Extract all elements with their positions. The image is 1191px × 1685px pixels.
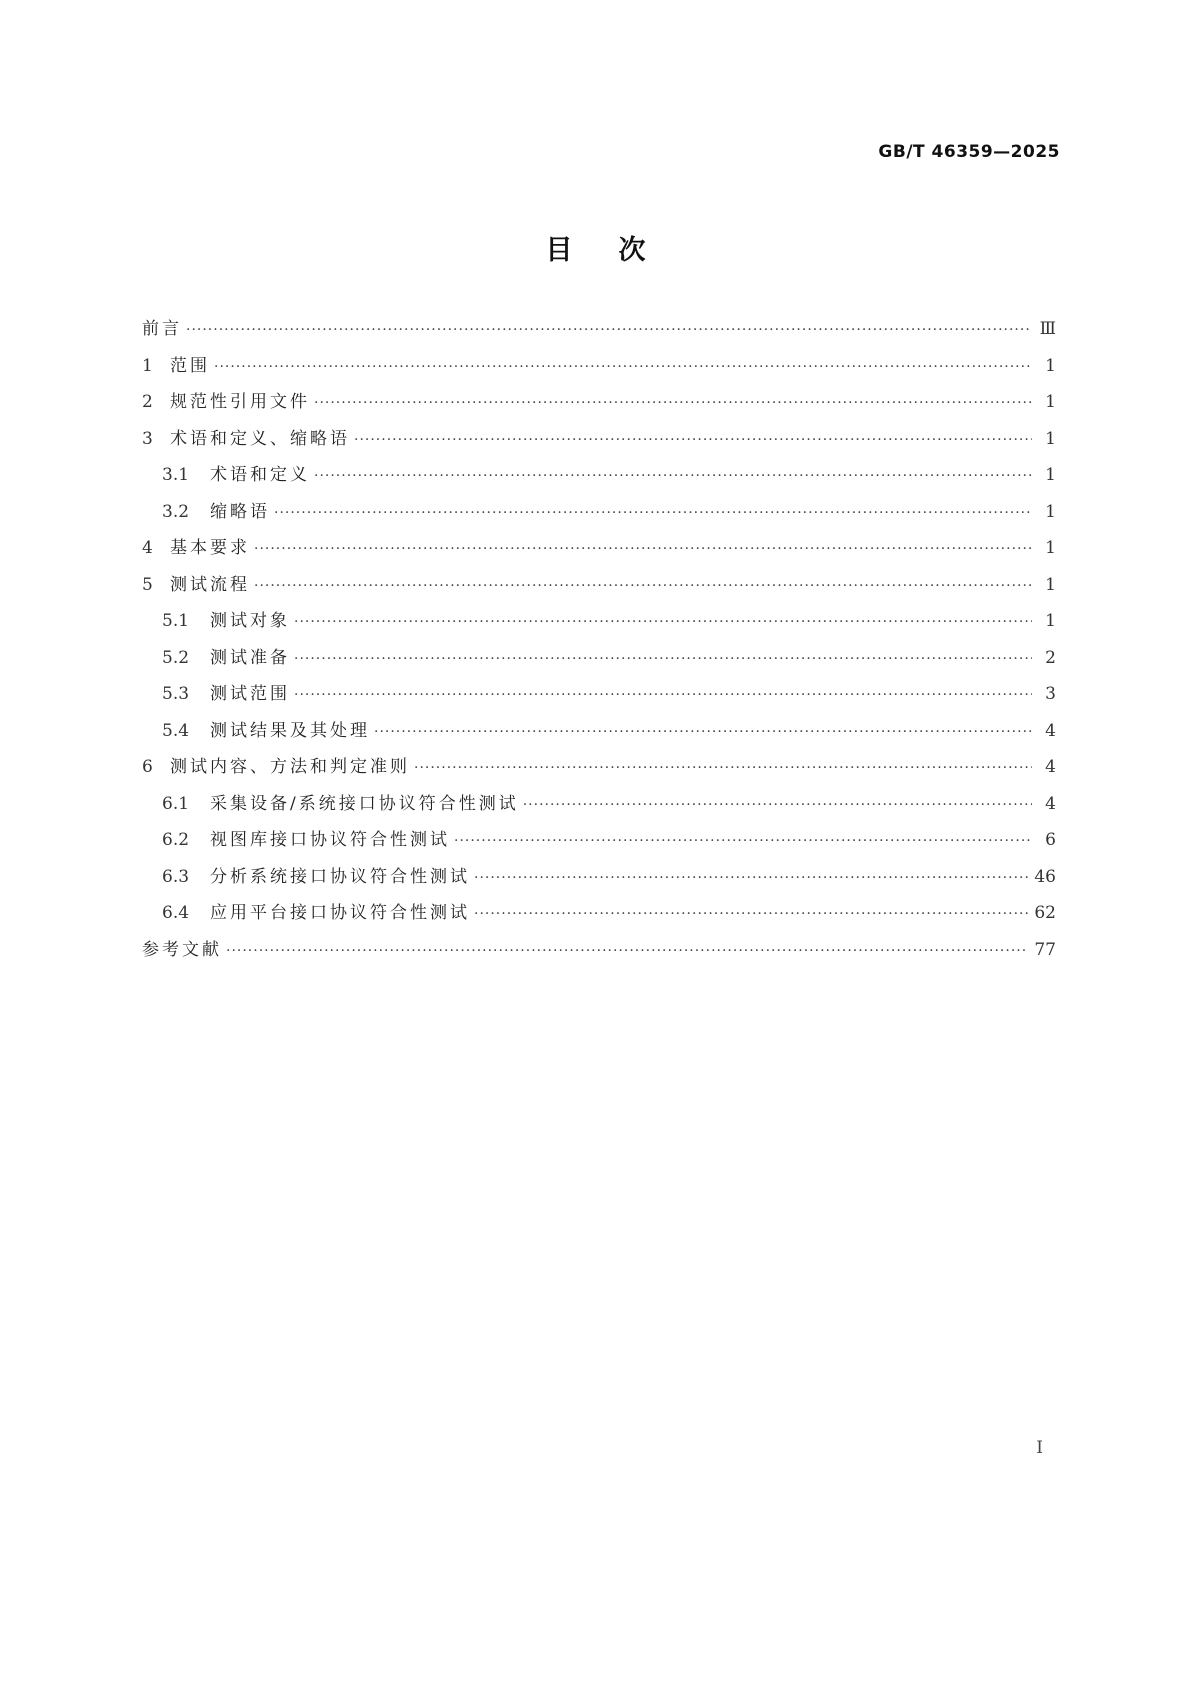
toc-entry-page: 1 bbox=[1045, 428, 1056, 449]
toc-entry-6-1[interactable] bbox=[142, 792, 1056, 829]
toc-entry-5-2[interactable] bbox=[142, 646, 1056, 683]
toc-entry-number: 5.4 bbox=[162, 720, 190, 741]
toc-entry-page: 1 bbox=[1045, 574, 1056, 595]
toc-entry-4[interactable] bbox=[142, 536, 1056, 573]
toc-entry-text: 参考文献 bbox=[142, 939, 222, 960]
toc-entry-references[interactable] bbox=[142, 938, 1056, 975]
toc-entry-5-3[interactable] bbox=[142, 682, 1056, 719]
toc-entry-text: 测试结果及其处理 bbox=[210, 720, 370, 741]
toc-entry-number: 1 bbox=[142, 355, 153, 376]
toc-entry-text: 分析系统接口协议符合性测试 bbox=[210, 866, 470, 887]
toc-entry-number: 6.4 bbox=[162, 903, 190, 923]
toc-entry-5-1[interactable] bbox=[142, 609, 1056, 646]
toc-leader-dots bbox=[523, 793, 1032, 817]
toc-leader-dots bbox=[414, 756, 1032, 780]
toc-entry-page: 6 bbox=[1045, 830, 1056, 850]
toc-entry-text: 范围 bbox=[170, 355, 210, 376]
toc-entry-number: 3 bbox=[142, 428, 153, 449]
toc-entry-text: 测试内容、方法和判定准则 bbox=[170, 757, 410, 777]
toc-entry-number: 5 bbox=[142, 574, 153, 595]
toc-entry-page: Ⅲ bbox=[1039, 319, 1056, 339]
toc-entry-page: 1 bbox=[1045, 501, 1056, 522]
toc-entry-text: 前言 bbox=[142, 319, 182, 339]
toc-entry-page: 3 bbox=[1045, 684, 1056, 704]
toc-entry-number: 4 bbox=[142, 538, 153, 558]
toc-entry-number: 6.1 bbox=[162, 793, 190, 814]
toc-title: 目次 bbox=[545, 235, 692, 266]
toc-entry-text: 基本要求 bbox=[170, 538, 250, 558]
toc-entry-text: 术语和定义、缩略语 bbox=[170, 428, 350, 449]
toc-leader-dots bbox=[294, 683, 1032, 707]
toc-leader-dots bbox=[214, 355, 1032, 379]
toc-entry-6[interactable] bbox=[142, 755, 1056, 792]
toc-leader-dots bbox=[314, 391, 1032, 415]
toc-entry-3[interactable] bbox=[142, 427, 1056, 464]
toc-entry-6-2[interactable] bbox=[142, 828, 1056, 865]
toc-entry-text: 测试范围 bbox=[210, 684, 290, 704]
toc-entry-page: 1 bbox=[1045, 538, 1056, 558]
toc-entry-1[interactable] bbox=[142, 354, 1056, 391]
toc-entry-page: 46 bbox=[1034, 866, 1056, 887]
toc-entry-page: 77 bbox=[1034, 939, 1056, 960]
toc-entry-6-4[interactable] bbox=[142, 901, 1056, 938]
toc-entry-text: 术语和定义 bbox=[210, 465, 310, 485]
toc-leader-dots bbox=[226, 939, 1028, 963]
toc-entry-page: 1 bbox=[1045, 465, 1056, 485]
table-of-contents bbox=[142, 317, 1056, 974]
toc-leader-dots bbox=[314, 464, 1032, 488]
toc-leader-dots bbox=[294, 647, 1032, 671]
toc-entry-number: 5.1 bbox=[162, 611, 190, 631]
toc-leader-dots bbox=[186, 318, 1032, 342]
toc-leader-dots bbox=[354, 428, 1032, 452]
toc-entry-page: 1 bbox=[1045, 355, 1056, 376]
toc-leader-dots bbox=[274, 501, 1032, 525]
toc-leader-dots bbox=[474, 902, 1028, 926]
toc-entry-number: 3.2 bbox=[162, 501, 190, 522]
toc-leader-dots bbox=[254, 537, 1032, 561]
toc-entry-number: 2 bbox=[142, 392, 153, 412]
toc-entry-text: 视图库接口协议符合性测试 bbox=[210, 830, 450, 850]
toc-entry-number: 6.3 bbox=[162, 866, 190, 887]
toc-leader-dots bbox=[254, 574, 1032, 598]
toc-entry-text: 应用平台接口协议符合性测试 bbox=[210, 903, 470, 923]
toc-entry-3-1[interactable] bbox=[142, 463, 1056, 500]
toc-entry-page: 2 bbox=[1045, 647, 1056, 668]
toc-entry-3-2[interactable] bbox=[142, 500, 1056, 537]
toc-entry-page: 1 bbox=[1045, 611, 1056, 631]
toc-leader-dots bbox=[374, 720, 1032, 744]
toc-entry-6-3[interactable] bbox=[142, 865, 1056, 902]
toc-entry-2[interactable] bbox=[142, 390, 1056, 427]
toc-entry-number: 6.2 bbox=[162, 830, 190, 850]
toc-entry-page: 4 bbox=[1045, 793, 1056, 814]
toc-entry-page: 62 bbox=[1034, 903, 1056, 923]
toc-entry-number: 6 bbox=[142, 757, 153, 777]
toc-entry-text: 缩略语 bbox=[210, 501, 270, 522]
toc-entry-page: 4 bbox=[1045, 720, 1056, 741]
toc-entry-number: 5.3 bbox=[162, 684, 190, 704]
toc-leader-dots bbox=[454, 829, 1032, 853]
toc-entry-number: 5.2 bbox=[162, 647, 190, 668]
toc-entry-text: 采集设备/系统接口协议符合性测试 bbox=[210, 793, 519, 814]
toc-leader-dots bbox=[474, 866, 1028, 890]
toc-entry-text: 测试对象 bbox=[210, 611, 290, 631]
toc-entry-number: 3.1 bbox=[162, 465, 190, 485]
toc-entry-foreword[interactable] bbox=[142, 317, 1056, 354]
toc-entry-text: 测试流程 bbox=[170, 574, 250, 595]
page-number: I bbox=[1036, 1438, 1043, 1458]
toc-entry-text: 测试准备 bbox=[210, 647, 290, 668]
toc-entry-page: 4 bbox=[1045, 757, 1056, 777]
standard-number: GB/T 46359—2025 bbox=[878, 142, 1060, 162]
toc-entry-5-4[interactable] bbox=[142, 719, 1056, 756]
toc-entry-page: 1 bbox=[1045, 392, 1056, 412]
toc-entry-5[interactable] bbox=[142, 573, 1056, 610]
toc-entry-text: 规范性引用文件 bbox=[170, 392, 310, 412]
toc-leader-dots bbox=[294, 610, 1032, 634]
